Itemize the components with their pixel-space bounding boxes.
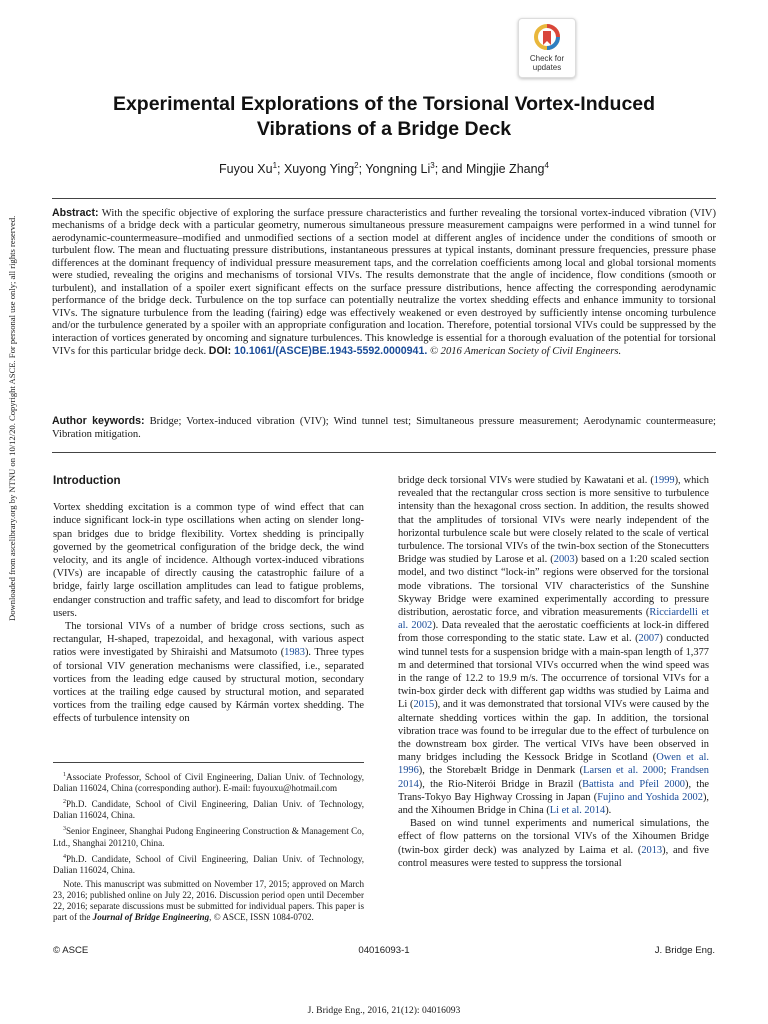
citation-link[interactable]: 2013 bbox=[641, 844, 663, 856]
author-name: Fuyou Xu bbox=[219, 162, 273, 177]
check-for-updates-badge[interactable] bbox=[518, 18, 576, 78]
author-keywords: Author keywords: Bridge; Vortex-induced vibration (VIV); Wind tunnel test; Simultaneous pressure measurement; Aerodynamic countermeasure; Vibration mitigation. bbox=[52, 415, 716, 440]
bookmark-ribbon-icon bbox=[534, 24, 560, 52]
affiliation-footnote: $^3$Senior Engineer, Shanghai Pudong Engineering Construction & Management Co, Ltd., Shanghai 201210, China. bbox=[53, 826, 364, 848]
citation-link[interactable]: Ricciardelli et al. 2002 bbox=[398, 607, 709, 632]
badge-label: Check for updates bbox=[529, 54, 565, 72]
section-heading-introduction: Introduction bbox=[53, 474, 121, 487]
body-paragraph: Based on wind tunnel experiments and numerical simulations, the effect of flow patterns on the torsional VIVs of the Xihoumen Bridge (twin-box girder deck) was analyzed by Laima et al. (2013), and five control measures were tested to suppress the torsional bbox=[398, 818, 709, 869]
affiliation-footnote: $^4$Ph.D. Candidate, School of Civil Engineering, Dalian Univ. of Technology, Dalian 116024, China. bbox=[53, 853, 364, 875]
paper-title: Experimental Explorations of the Torsional Vortex-Induced Vibrations of a Bridge Deck bbox=[112, 93, 656, 140]
author-name: Yongning Li bbox=[365, 162, 431, 177]
author-name: Xuyong Ying bbox=[283, 162, 355, 177]
divider-keywords bbox=[52, 452, 716, 453]
citation-link[interactable]: 1983 bbox=[284, 647, 305, 659]
affiliation-footnote: $^1$Associate Professor, School of Civil Engineering, Dalian Univ. of Technology, Dalian 116024, China (corresponding author). E-mail: fuyouxu@hotmail.com bbox=[53, 772, 364, 794]
citation-link[interactable]: 2015 bbox=[413, 699, 435, 711]
citation-link[interactable]: Larsen et al. 2000 bbox=[583, 765, 664, 777]
footer-journal: J. Bridge Eng. bbox=[654, 945, 715, 956]
left-column bbox=[53, 474, 364, 726]
footer-page-id: 04016093-1 bbox=[358, 945, 410, 956]
citation-link[interactable]: Frandsen 2014 bbox=[398, 765, 709, 790]
affiliation-footnote: $^2$Ph.D. Candidate, School of Civil Engineering, Dalian Univ. of Technology, Dalian 116024, China. bbox=[53, 799, 364, 821]
citation-link[interactable]: 2007 bbox=[638, 633, 660, 645]
author-affiliation-marker: 2 bbox=[354, 161, 359, 170]
download-sidebar-notice: Downloaded from ascelibrary.org by NTNU on 10/12/20. Copyright ASCE. For personal use only; all rights reserved. bbox=[7, 215, 17, 621]
body-paragraph: Vortex shedding excitation is a common type of wind effect that can induce significant lock-in type oscillations when acting on slender long-span bridges due to bridge flexibility. Vortex shedding is principally governed by the geometrical configuration of the bridge deck, the wind velocity, and its angle of incidence. Although vortex-induced vibrations (VIVs) are incapable of directly causing the catastrophic failure of a bridge, fairly large oscillation amplitudes can lead to fatigue problems, endanger construction and traffic safety, and lead to discomfort for bridge users. bbox=[53, 502, 364, 619]
citation-link[interactable]: Owen et al. 1996 bbox=[398, 752, 709, 777]
bottom-citation: J. Bridge Eng., 2016, 21(12): 04016093 bbox=[307, 1005, 461, 1016]
doi-link[interactable]: 10.1061/(ASCE)BE.1943-5592.0000941. bbox=[234, 344, 428, 357]
footer-left: © ASCE bbox=[53, 945, 89, 956]
author-affiliation-marker: 3 bbox=[430, 161, 435, 170]
divider-top bbox=[52, 198, 716, 199]
citation-link[interactable]: Battista and Pfeil 2000 bbox=[582, 778, 685, 790]
author-affiliation-marker: 4 bbox=[544, 161, 549, 170]
author-affiliation-marker: 1 bbox=[272, 161, 278, 170]
footnotes bbox=[53, 770, 364, 926]
author-name: Mingjie Zhang bbox=[465, 162, 545, 177]
author-list: Fuyou Xu$^1$; Xuyong Ying$^2$; Yongning Li$^3$; and Mingjie Zhang$^4$ bbox=[219, 161, 549, 177]
citation-link[interactable]: Li et al. 2014 bbox=[549, 805, 606, 817]
right-column bbox=[398, 474, 709, 870]
manuscript-note: Note. This manuscript was submitted on November 17, 2015; approved on March 23, 2016; published online on July 22, 2016. Discussion period open until December 22, 2016; separate discussions must be submitted for individual papers. This paper is part of the Journal of Bridge Engineering, © ASCE, ISSN 1084-0702. bbox=[53, 878, 364, 923]
footnote-divider bbox=[53, 762, 364, 763]
citation-link[interactable]: 1999 bbox=[653, 475, 675, 486]
body-paragraph: bridge deck torsional VIVs were studied by Kawatani et al. (1999), which revealed that the rectangular cross section is more sensitive to turbulence intensity than the hexagonal cross section. In addition, the results showed that the amplitudes of torsional VIVs were nearly independent of the horizontal turbulence scale but were closely related to the scale of vertical turbulence. The torsional VIVs of the twin-box section of the Stonecutters Bridge was studied by Larose et al. (2003) based on a 1:20 scaled section model, and two distinct “lock-in” regions were observed for the torsional mode vibrations. The torsional VIV characteristics of the Sunshine Skyway Bridge were examined experimentally according to pressure distribution, aerostatic force, and vibration measurements (Ricciardelli et al. 2002). Data revealed that the aerostatic coefficients at lock-in differed from those corresponding to the static state. Law et al. (2007) conducted wind tunnel tests for a suspension bridge with a main-span length of 1,377 m and determined that torsional VIVs occurred when the wind speed was in the range of 12.2 to 19.9 m/s. The occurrence of torsional VIVs for a twin-box girder deck with different gap widths was studied by Laima and Li (2015), and it was demonstrated that torsional VIVs were caused by the alternate shedding vortices within the gap. In addition, the torsional vibration trace was found to be irregular due to the effect of turbulence on the downstream box girder. The vertical VIVs have been observed in many bridges including the Kessock Bridge in Scotland (Owen et al. 1996), the Storebælt Bridge in Denmark (Larsen et al. 2000; Frandsen 2014), the Rio-Niterói Bridge in Brazil (Battista and Pfeil 2000), the Trans-Tokyo Bay Highway Crossing in Japan (Fujino and Yoshida 2002), and the Xihoumen Bridge in China (Li et al. 2014). bbox=[398, 475, 710, 817]
abstract: Abstract: With the specific objective of exploring the surface pressure characteristics and further revealing the torsional vortex-induced vibration (VIV) mechanisms of a bridge deck with a particular geometry, numerous simultaneous pressure measurement campaigns were performed in a wind tunnel for aerodynamic-countermeasure–modified and unmodified sections of a section model at different angles of incidence under the conditions of smooth or turbulent flow. The mean and fluctuating pressure distributions, instantaneous pressures at typical instants, dominant pressure frequencies, pressure phase differences at the dominant frequency of individual pressure measurement taps, and the correlation coefficients among local and global torsional moments were studied, revealing the origins and mechanisms of torsional VIVs. The results demonstrate that the angle of incidence, flow conditions (smooth or turbulent), and installation of a spoiler exert significant effects on the surface pressure distributions, hence affecting the corresponding aerodynamic performance of the bridge deck. Turbulence on the top surface can potentially neutralize the vortex shedding effects and enhance immunity to torsional VIVs. The signature turbulence from the leading (fairing) edge was effectively weakened or even destroyed by sufficiently intense oncoming turbulence and/or the turbulence generated by a spoiler with an appropriate configuration and location. Therefore, potential torsional VIVs could be suppressed by the interaction of vortices generated by oncoming and signature turbulences. This knowledge is essential for a thorough evaluation of the potential for torsional VIVs for this particular bridge deck. DOI: 10.1061/(ASCE)BE.1943-5592.0000941. © 2016 American Society of Civil Engineers. bbox=[52, 207, 716, 357]
citation-link[interactable]: Fujino and Yoshida 2002 bbox=[597, 791, 703, 803]
body-paragraph: The torsional VIVs of a number of bridge cross sections, such as rectangular, H-shaped, trapezoidal, and hexagonal, with various aspect ratios were investigated by Shiraishi and Matsumoto (1983). Three types of torsional VIV generation mechanisms were classified, i.e., separated vortices from the leading edge caused by structural motion, secondary vortices at the trailing edge caused by structural motion, and separated vortices from the trailing edge caused by Kármán vortex shedding. The effects of turbulence intensity on bbox=[53, 621, 364, 725]
citation-link[interactable]: 2003 bbox=[553, 554, 575, 566]
